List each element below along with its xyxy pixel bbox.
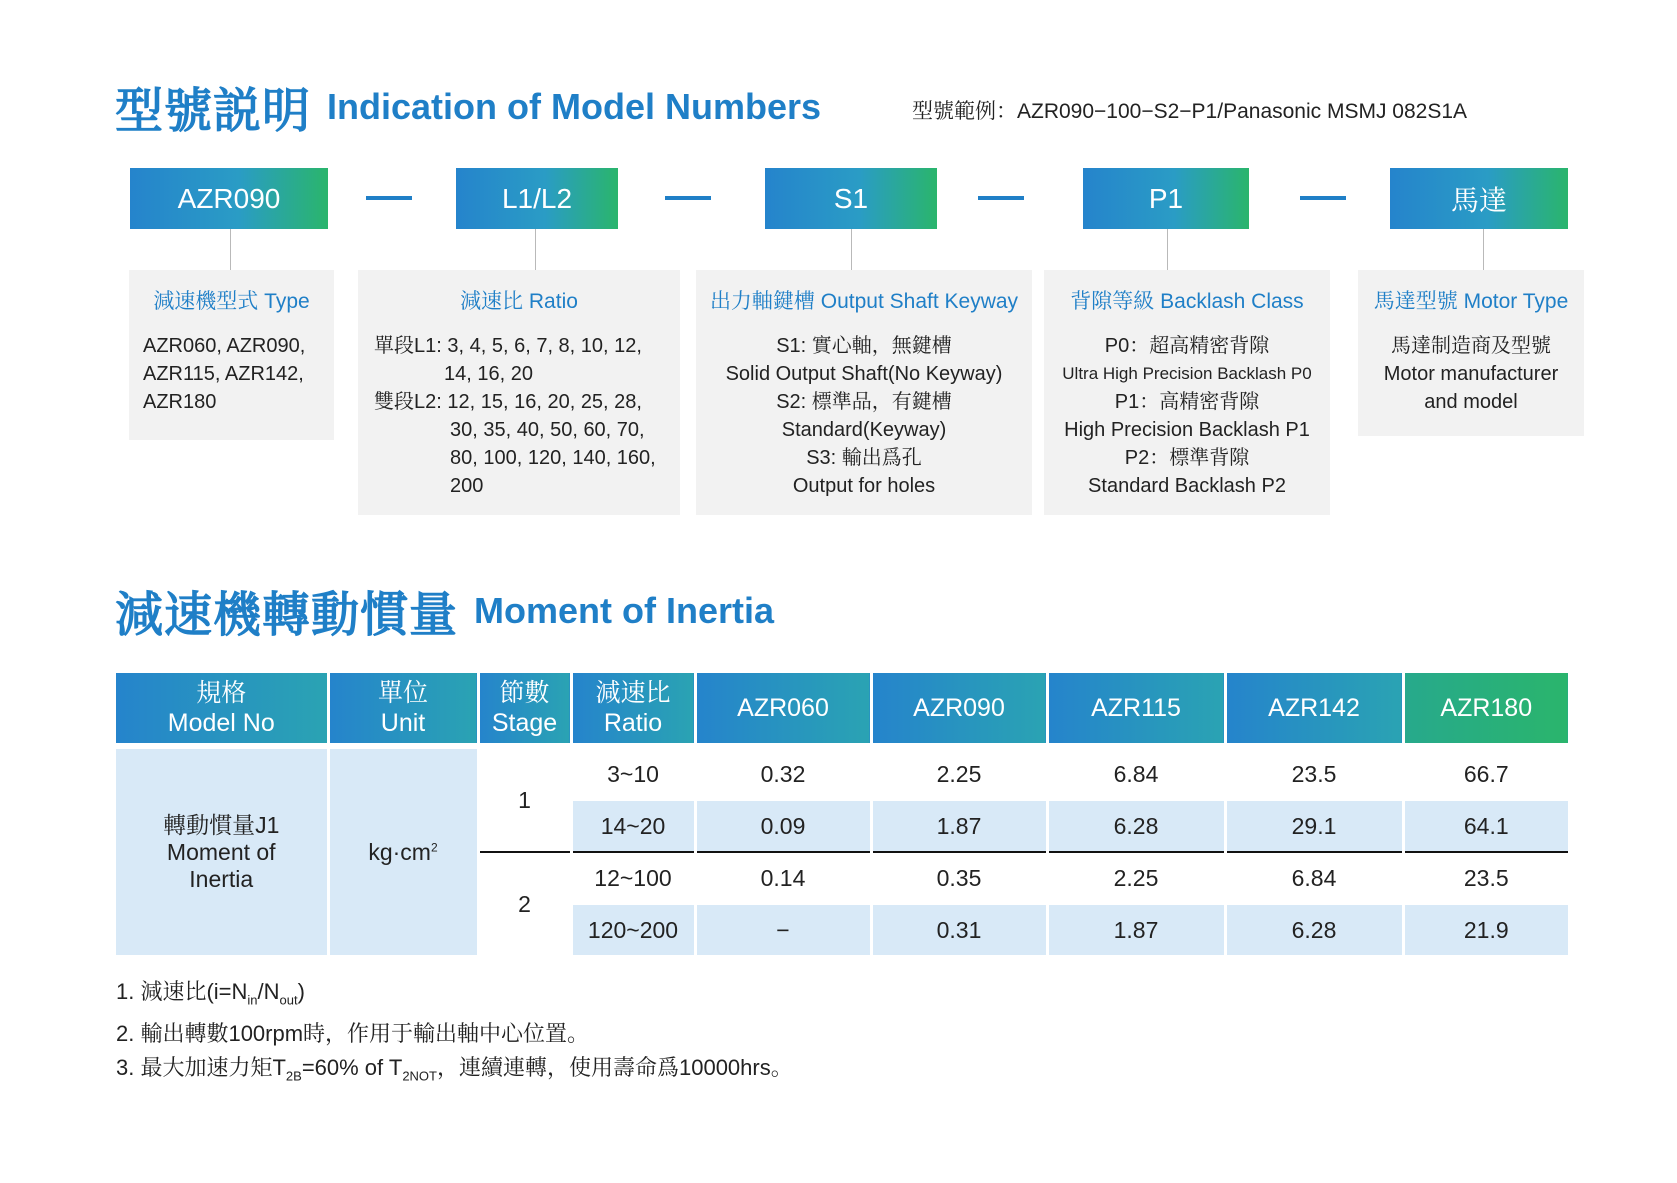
card-motor-line: Motor manufacturer: [1383, 363, 1559, 385]
note-3: 3. 最大加速力矩$T_{2B}=60\%$ of $T_{2NOT}$，連續連轉，使用壽命爲10000hrs。: [116, 1055, 793, 1084]
card-backlash-line: High Precision Backlash P1: [1064, 419, 1310, 441]
ratio-l2-values: 12, 15, 16, 20, 25, 28,: [447, 391, 642, 413]
card-type-line: AZR060, AZR090,: [143, 335, 306, 357]
inertia-table: [116, 673, 1568, 955]
value-cell: 0.31: [871, 904, 1047, 955]
card-type: [129, 270, 334, 440]
card-backlash-line: Standard Backlash P2: [1088, 475, 1286, 497]
ratio-cell: 12~100: [571, 852, 695, 904]
header-azr180: AZR180: [1403, 673, 1568, 746]
card-type-heading: 減速機型式 Type: [153, 290, 310, 313]
card-motor-line: 馬達制造商及型號: [1391, 335, 1551, 357]
value-cell: 23.5: [1403, 852, 1568, 904]
card-ratio: [358, 270, 680, 515]
ratio-l2-values-cont: 80, 100, 120, 140, 160,: [450, 447, 656, 469]
header-azr115: AZR115: [1047, 673, 1225, 746]
card-keyway-line: Standard(Keyway): [781, 419, 947, 441]
section-title-cn: 型號説明: [115, 85, 312, 138]
value-cell: 21.9: [1403, 904, 1568, 955]
value-cell: 6.84: [1047, 746, 1225, 800]
ratio-cell: 14~20: [571, 800, 695, 852]
value-cell: −: [695, 904, 871, 955]
card-type-line: AZR115, AZR142,: [143, 363, 304, 385]
card-motor: [1358, 270, 1584, 436]
header-ratio: 減速比 Ratio: [571, 673, 695, 746]
table-header-row: [116, 673, 1568, 746]
value-cell: 6.28: [1225, 904, 1403, 955]
card-keyway-line: S1: 實心軸，無鍵槽: [776, 335, 952, 357]
card-keyway-line: Solid Output Shaft(No Keyway): [725, 363, 1003, 385]
card-motor-line: and model: [1424, 391, 1518, 413]
card-keyway-line: S2: 標準品，有鍵槽: [776, 391, 952, 413]
ratio-l2-values-cont: 200: [450, 475, 484, 497]
header-azr060: AZR060: [695, 673, 871, 746]
ratio-cell: 3~10: [571, 746, 695, 800]
value-cell: 0.14: [695, 852, 871, 904]
code-box-ratio: L1/L2: [456, 168, 618, 229]
card-keyway-heading: 出力軸鍵槽 Output Shaft Keyway: [709, 290, 1019, 313]
section-title-model-numbers: [115, 72, 821, 141]
value-cell: 0.35: [871, 852, 1047, 904]
ratio-l1-label: 單段L1:: [374, 335, 442, 357]
card-backlash-heading: 背隙等級 Backlash Class: [1070, 290, 1304, 313]
section-title-en: Indication of Model Numbers: [327, 85, 822, 127]
card-keyway: [696, 270, 1032, 515]
card-backlash-line: P2：標準背隙: [1124, 447, 1250, 469]
value-cell: 6.84: [1225, 852, 1403, 904]
code-separator: [665, 196, 711, 200]
value-cell: 6.28: [1047, 800, 1225, 852]
card-backlash-line: Ultra High Precision Backlash P0: [1062, 364, 1312, 383]
value-cell: 29.1: [1225, 800, 1403, 852]
value-cell: 0.09: [695, 800, 871, 852]
card-backlash-line: P0：超高精密背隙: [1104, 335, 1270, 357]
header-stage: 節數 Stage: [478, 673, 571, 746]
section-title-cn: 減速機轉動慣量: [115, 589, 459, 642]
ratio-l1-values-cont: 14, 16, 20: [444, 363, 533, 385]
notes: [116, 975, 793, 1094]
code-box-type: AZR090: [130, 168, 328, 229]
value-cell: 66.7: [1403, 746, 1568, 800]
connector-line: [230, 229, 231, 270]
card-keyway-line: S3: 輸出爲孔: [806, 447, 922, 469]
header-azr142: AZR142: [1225, 673, 1403, 746]
ratio-l2-label: 雙段L2:: [374, 391, 442, 413]
code-box-backlash: P1: [1083, 168, 1249, 229]
card-ratio-heading: 減速比 Ratio: [460, 290, 578, 313]
note-1: 1. 減速比$(i=N_{in}/N_{out})$: [116, 979, 305, 1008]
card-type-line: AZR180: [143, 391, 217, 413]
header-model-no: 規格 Model No: [116, 673, 328, 746]
table-row: [116, 746, 1568, 800]
value-cell: 23.5: [1225, 746, 1403, 800]
value-cell: 0.32: [695, 746, 871, 800]
section-title-inertia: [115, 576, 774, 645]
value-cell: 2.25: [871, 746, 1047, 800]
header-azr090: AZR090: [871, 673, 1047, 746]
header-unit: 單位 Unit: [328, 673, 478, 746]
value-cell: 1.87: [871, 800, 1047, 852]
card-keyway-line: Output for holes: [792, 475, 936, 497]
code-box-motor: 馬達: [1390, 168, 1568, 229]
card-backlash: [1044, 270, 1330, 515]
code-separator: [366, 196, 412, 200]
value-cell: 64.1: [1403, 800, 1568, 852]
ratio-cell: 120~200: [571, 904, 695, 955]
card-motor-heading: 馬達型號 Motor Type: [1373, 290, 1569, 313]
connector-line: [1167, 229, 1168, 270]
connector-line: [851, 229, 852, 270]
unit-cell: $kg\cdot cm^2$: [328, 746, 478, 955]
connector-line: [535, 229, 536, 270]
code-separator: [978, 196, 1024, 200]
note-2: 2. 輸出轉數100rpm時，作用于輸出軸中心位置。: [116, 1021, 590, 1047]
section-title-en: Moment of Inertia: [474, 589, 775, 631]
stage-cell: 2: [478, 852, 571, 955]
ratio-l1-values: 3, 4, 5, 6, 7, 8, 10, 12,: [447, 335, 642, 357]
code-separator: [1300, 196, 1346, 200]
row-label: 轉動慣量J1 Moment of Inertia: [116, 746, 328, 955]
connector-line: [1483, 229, 1484, 270]
value-cell: 1.87: [1047, 904, 1225, 955]
model-example: 型號範例：AZR090−100−S2−P1/Panasonic MSMJ 082S1A: [912, 100, 1468, 123]
value-cell: 2.25: [1047, 852, 1225, 904]
card-backlash-line: P1：高精密背隙: [1114, 391, 1260, 413]
ratio-l2-values-cont: 30, 35, 40, 50, 60, 70,: [450, 419, 645, 441]
stage-cell: 1: [478, 746, 571, 852]
code-box-keyway: S1: [765, 168, 937, 229]
